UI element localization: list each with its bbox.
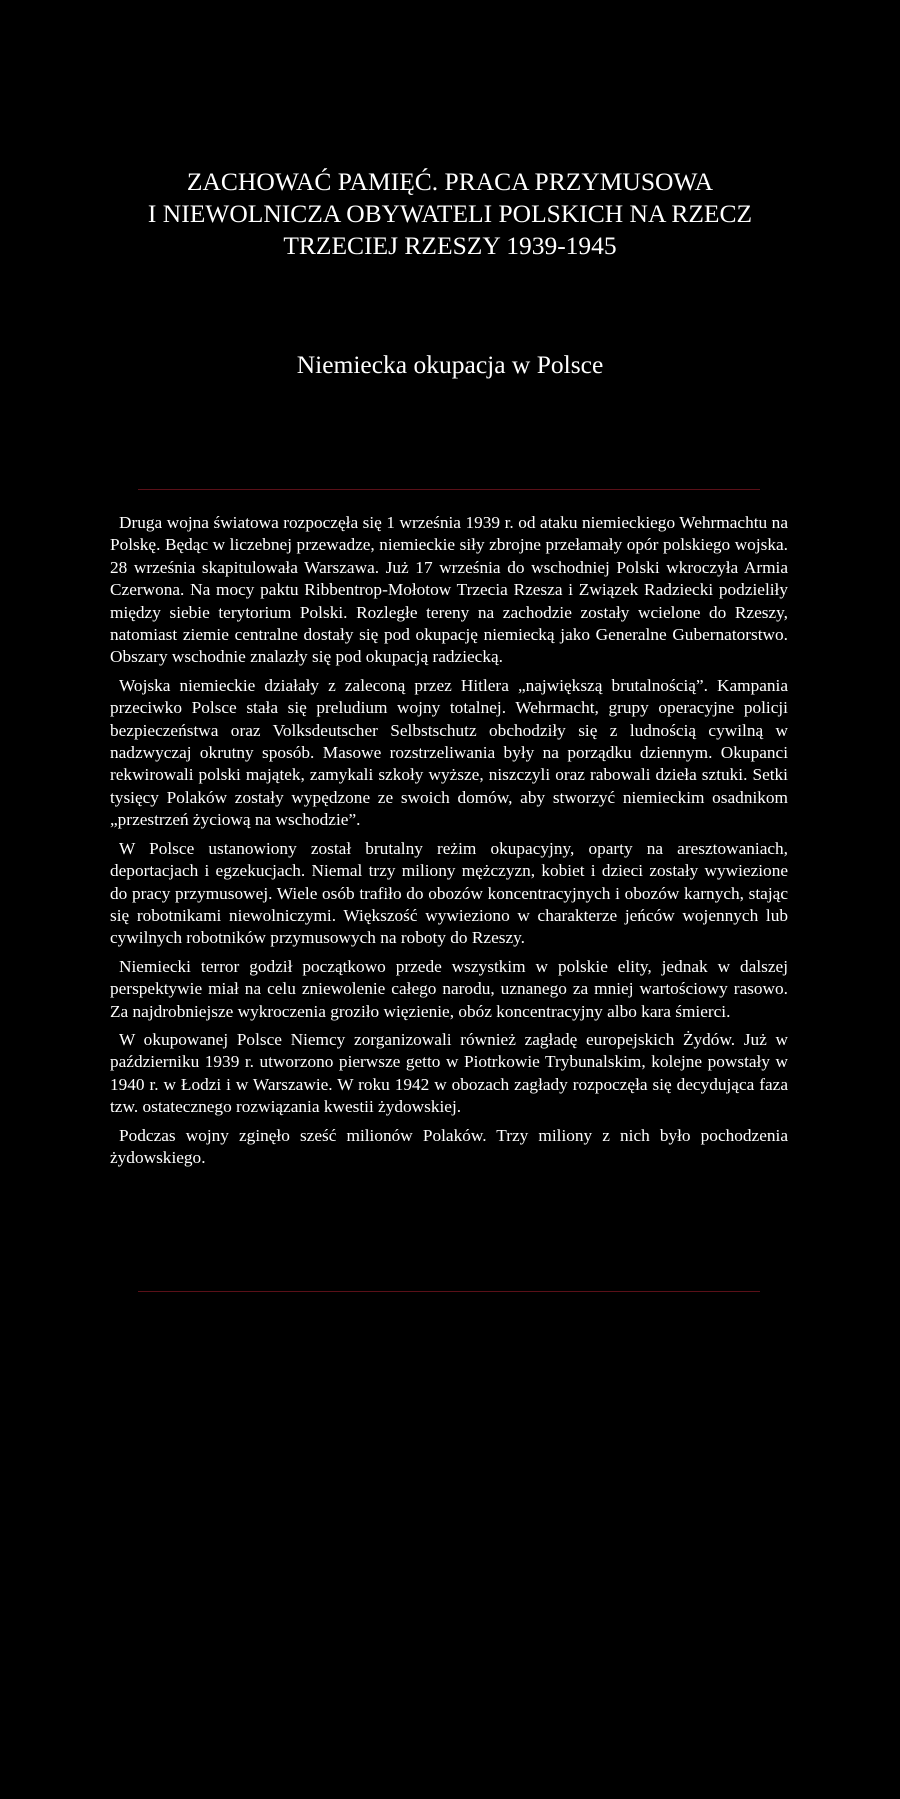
paragraph-5: W okupowanej Polsce Niemcy zorganizowali również zagładę europejskich Żydów. Już w październiku 1939 r. utworzono pierwsze getto w Piotrkowie Trybunalskim, kolejne powstały w 1940 r. w Łodzi i w Warszawie. W roku 1942 w obozach zagłady rozpoczęła się decydująca faza tzw. ostatecznego rozwiązania kwestii żydowskiej.	[110, 1029, 788, 1117]
page-title	[0, 166, 900, 262]
section-title: Niemiecka okupacja w Polsce	[296, 350, 604, 379]
paragraph-1: Druga wojna światowa rozpoczęła się 1 września 1939 r. od ataku niemieckiego Wehrmachtu na Polskę. Będąc w liczebnej przewadze, niemieckie siły zbrojne przełamały opór polskiego wojska. 28 września skapitulowała Warszawa. Już 17 września do wschodniej Polski wkroczyła Armia Czerwona. Na mocy paktu Ribbentrop-Mołotow Trzecia Rzesza i Związek Radziecki podzieliły między siebie terytorium Polski. Rozległe tereny na zachodzie zostały wcielone do Rzeszy, natomiast ziemie centralne dostały się pod okupację niemiecką jako Generalne Gubernatorstwo. Obszary wschodnie znalazły się pod okupacją radziecką.	[110, 513, 788, 667]
page-title-line-1: ZACHOWAĆ PAMIĘĆ. PRACA PRZYMUSOWA	[186, 167, 714, 196]
paragraph-6: Podczas wojny zginęło sześć milionów Polaków. Trzy miliony z nich było pochodzenia żydowskiego.	[110, 1125, 788, 1167]
body-text	[110, 512, 788, 1175]
top-divider	[138, 489, 760, 490]
paragraph-4: Niemiecki terror godził początkowo przede wszystkim w polskie elity, jednak w dalszej perspektywie miał na celu zniewolenie całego narodu, uznanego za mniej wartościowy rasowo. Za najdrobniejsze wykroczenia groziło więzienie, obóz koncentracyjny albo kara śmierci.	[110, 956, 788, 1021]
paragraph-2: Wojska niemieckie działały z zaleconą przez Hitlera „największą brutalnością”. Kampania przeciwko Polsce stała się preludium wojny totalnej. Wehrmacht, grupy operacyjne policji bezpieczeństwa oraz Volksdeutscher Selbstschutz obchodziły się z ludnością cywilną w nadzwyczaj okrutny sposób. Masowe rozstrzeliwania były na porządku dziennym. Okupanci rekwirowali polski majątek, zamykali szkoły wyższe, niszczyli oraz rabowali dzieła sztuki. Setki tysięcy Polaków zostały wypędzone ze swoich domów, aby stworzyć niemieckim osadnikom „przestrzeń życiową na wschodzie”.	[110, 675, 788, 830]
page-title-line-3: TRZECIEJ RZESZY 1939-1945	[283, 231, 617, 260]
page-title-line-2: I NIEWOLNICZA OBYWATELI POLSKICH NA RZECZ	[147, 199, 753, 228]
bottom-divider	[138, 1291, 760, 1292]
paragraph-3: W Polsce ustanowiony został brutalny reżim okupacyjny, oparty na aresztowaniach, deportacjach i egzekucjach. Niemal trzy miliony mężczyzn, kobiet i dzieci zostały wywiezione do pracy przymusowej. Wiele osób trafiło do obozów koncentracyjnych i obozów karnych, stając się robotnikami niewolniczymi. Większość wywieziono w charakterze jeńców wojennych lub cywilnych robotników przymusowych na roboty do Rzeszy.	[110, 838, 788, 948]
